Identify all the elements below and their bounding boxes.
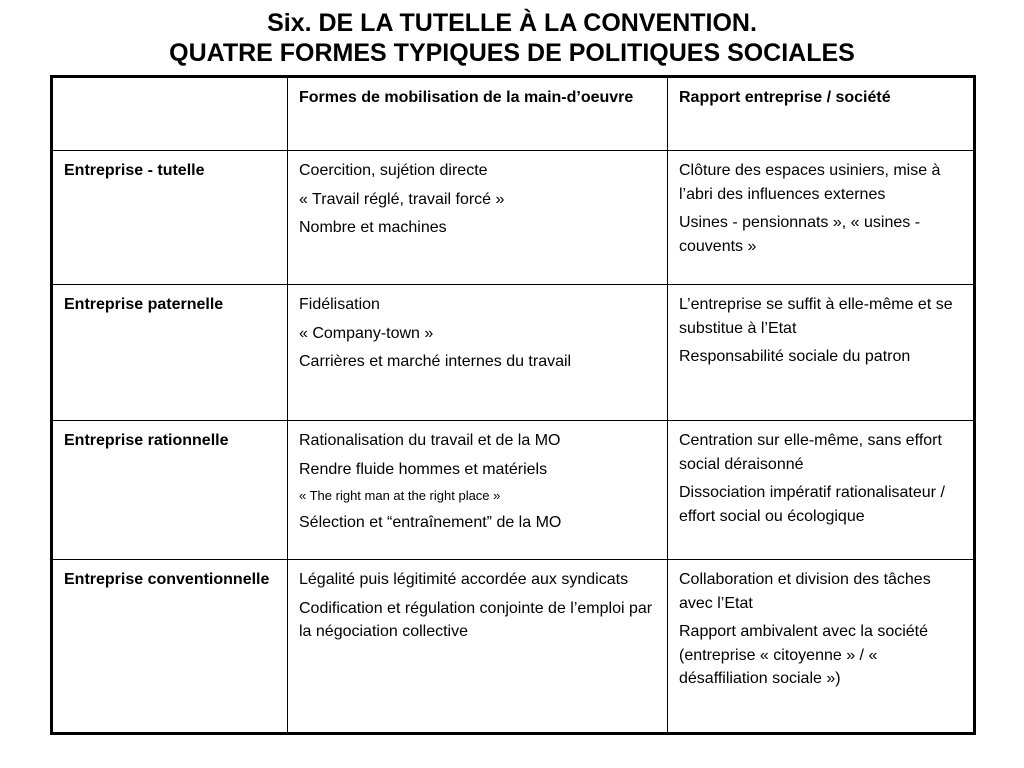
table-header-row <box>52 77 975 151</box>
rapport-cell <box>668 560 975 734</box>
row-label-rationnelle: Entreprise rationnelle <box>52 421 288 560</box>
cell-line: Codification et régulation conjointe de l’emploi par la négociation collective <box>299 599 653 640</box>
table-row <box>52 285 975 421</box>
cell-line: « Travail réglé, travail forcé » <box>299 190 505 208</box>
rapport-cell <box>668 285 975 421</box>
row-label-tutelle: Entreprise - tutelle <box>52 151 288 285</box>
cell-line: « Company-town » <box>299 324 434 342</box>
cell-line: Rendre fluide hommes et matériels <box>299 460 548 478</box>
cell-line: « The right man at the right place » <box>299 488 501 503</box>
cell-line: Sélection et “entraînement” de la MO <box>299 514 562 531</box>
header-cell-mobilisation: Formes de mobilisation de la main-d’oeuvre <box>288 77 668 151</box>
cell-line: Rationalisation du travail et de la MO <box>299 432 561 449</box>
cell-line: Clôture des espaces usiniers, mise à l’abri des influences externes <box>679 162 941 203</box>
row-label-conventionnelle: Entreprise conventionnelle <box>52 560 288 734</box>
table-row <box>52 421 975 560</box>
table-row <box>52 151 975 285</box>
header-cell-empty <box>52 77 288 151</box>
cell-line: Rapport ambivalent avec la société (entreprise « citoyenne » / « désaffiliation sociale ») <box>679 623 929 687</box>
slide-title <box>0 8 1024 68</box>
rapport-cell <box>668 151 975 285</box>
row-label-paternelle: Entreprise paternelle <box>52 285 288 421</box>
slide-title-line-2: QUATRE FORMES TYPIQUES DE POLITIQUES SOCIALES <box>169 39 855 67</box>
cell-line: Responsabilité sociale du patron <box>679 348 911 365</box>
mobilisation-cell <box>288 151 668 285</box>
cell-line: Usines - pensionnats », « usines -couvents » <box>679 214 921 255</box>
cell-line: Coercition, sujétion directe <box>299 162 488 179</box>
cell-line: L’entreprise se suffit à elle-même et se substitue à l’Etat <box>679 296 953 337</box>
cell-line: Nombre et machines <box>299 219 447 236</box>
cell-line: Dissociation impératif rationalisateur / effort social ou écologique <box>679 484 945 525</box>
mobilisation-cell <box>288 421 668 560</box>
policies-table <box>50 75 976 735</box>
mobilisation-cell <box>288 560 668 734</box>
mobilisation-cell <box>288 285 668 421</box>
cell-line: Centration sur elle-même, sans effort social déraisonné <box>679 432 942 473</box>
slide-title-line-1: Six. DE LA TUTELLE À LA CONVENTION. <box>267 9 757 37</box>
header-cell-rapport: Rapport entreprise / société <box>668 77 975 151</box>
cell-line: Carrières et marché internes du travail <box>299 353 572 370</box>
rapport-cell <box>668 421 975 560</box>
table-row <box>52 560 975 734</box>
cell-line: Fidélisation <box>299 296 380 313</box>
cell-line: Légalité puis légitimité accordée aux syndicats <box>299 571 629 588</box>
cell-line: Collaboration et division des tâches avec l’Etat <box>679 571 931 612</box>
